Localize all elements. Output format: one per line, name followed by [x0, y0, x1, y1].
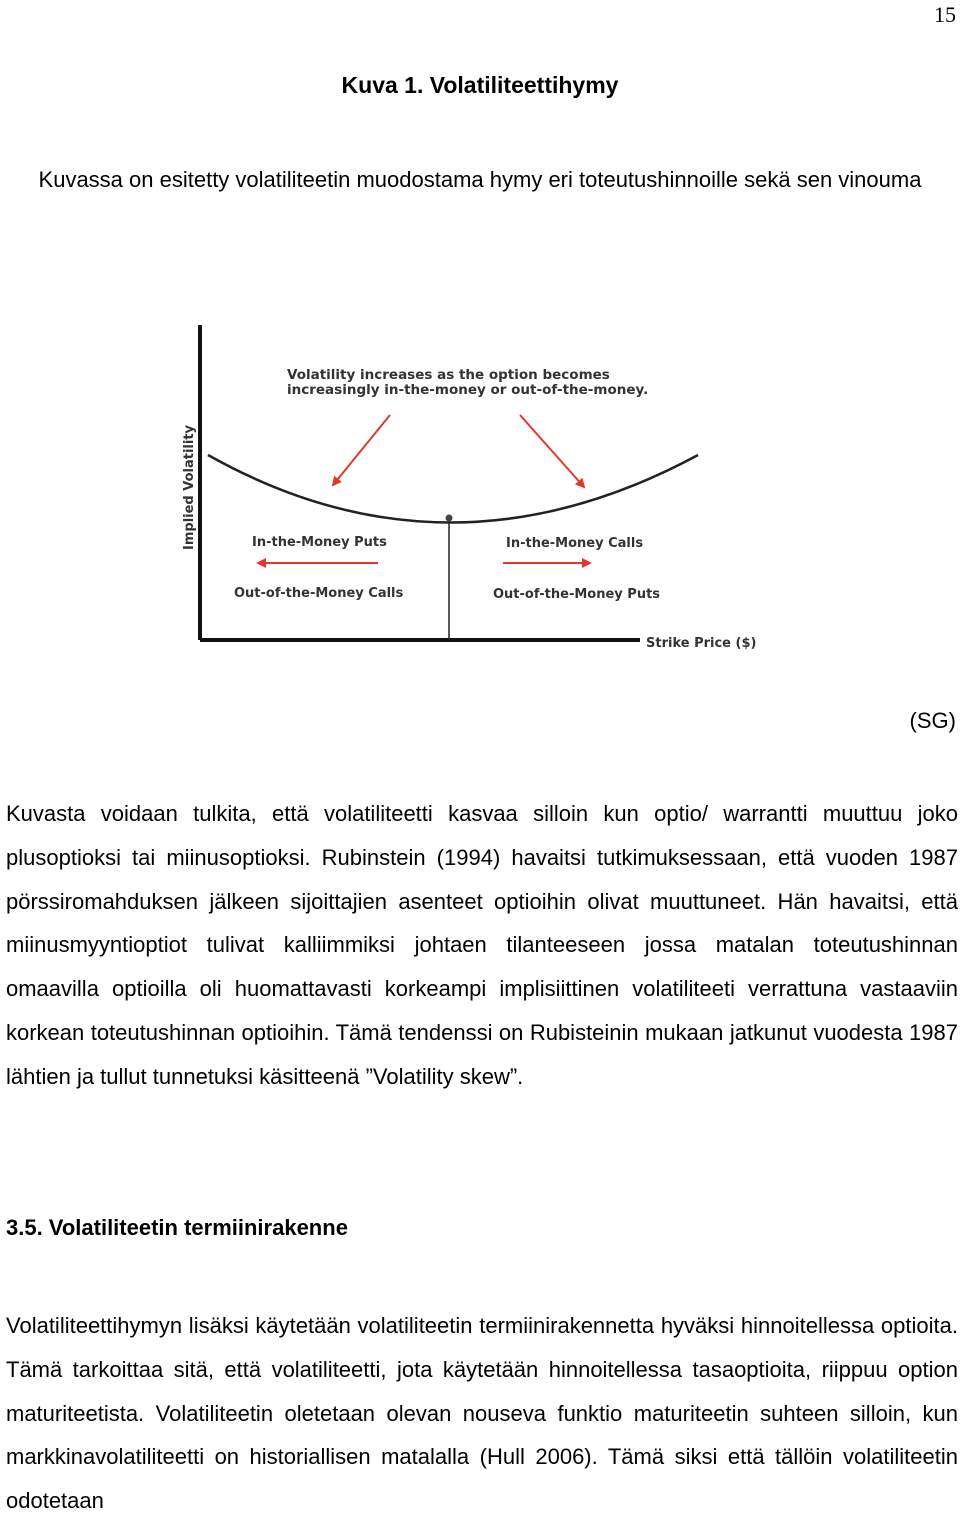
body-paragraph-1: Kuvasta voidaan tulkita, että volatiliteetti kasvaa silloin kun optio/ warrantti muuttuu joko plusoptioksi tai miinusoptioksi. Rubinstein (1994) havaitsi tutkimuksessaan, että vuoden 1987 pörssiromahduksen jälkeen sijoittajien asenteet optioihin olivat muuttuneet. Hän havaitsi, että miinusmyyntioptiot tulivat kalliimmiksi johtaen tilanteeseen jossa matalan toteutushinnan omaavilla optioilla oli huomattavasti korkeampi implisiittinen volatiliteeti verrattuna vastaaviin korkean toteutushinnan optioihin. Tämä tendenssi on Rubisteinin mukaan jatkunut vuodesta 1987 lähtien ja tullut tunnetuksi käsitteenä ”Volatility skew”.: [6, 801, 958, 1089]
figure-caption-title: Kuva 1. Volatiliteettihymy: [341, 72, 619, 98]
y-axis-label: Implied Volatility: [182, 424, 197, 550]
x-axis-label: Strike Price ($): [646, 636, 757, 651]
figure-headline-line2: increasingly in-the-money or out-of-the-money.: [287, 382, 649, 398]
page-number: 15: [934, 2, 956, 27]
body-paragraph-2: Volatiliteettihymyn lisäksi käytetään volatiliteetin termiinirakennetta hyväksi hinnoitellessa optioita. Tämä tarkoittaa sitä, että volatiliteetti, jota käytetään hinnoitellessa tasaoptioita, riippuu option maturiteetista. Volatiliteetin oletetaan olevan nouseva funktio maturiteetin suhteen silloin, kun markkinavolatiliteetti on historiallisen matalalla (Hull 2006). Tämä siksi että tällöin volatiliteetin odotetaan: [6, 1313, 958, 1514]
figure-headline-line1: Volatility increases as the option becomes: [287, 367, 610, 383]
out-of-the-money-puts-label: Out-of-the-Money Puts: [493, 587, 661, 602]
smile-curve: [208, 455, 698, 523]
figure-caption-text: Kuvassa on esitetty volatiliteetin muodostama hymy eri toteutushinnoille sekä sen vinouma: [38, 167, 922, 192]
volatility-smile-diagram: [178, 305, 788, 695]
in-the-money-calls-label: In-the-Money Calls: [506, 536, 644, 551]
section-heading: 3.5. Volatiliteetin termiinirakenne: [6, 1215, 348, 1240]
left-diagonal-arrow: [333, 415, 390, 485]
in-the-money-puts-label: In-the-Money Puts: [252, 535, 387, 550]
volatility-smile-figure: [178, 305, 788, 695]
out-of-the-money-calls-label: Out-of-the-Money Calls: [234, 586, 404, 601]
figure-source: (SG): [909, 708, 956, 733]
right-diagonal-arrow: [520, 415, 584, 487]
at-the-money-point: [446, 515, 453, 522]
